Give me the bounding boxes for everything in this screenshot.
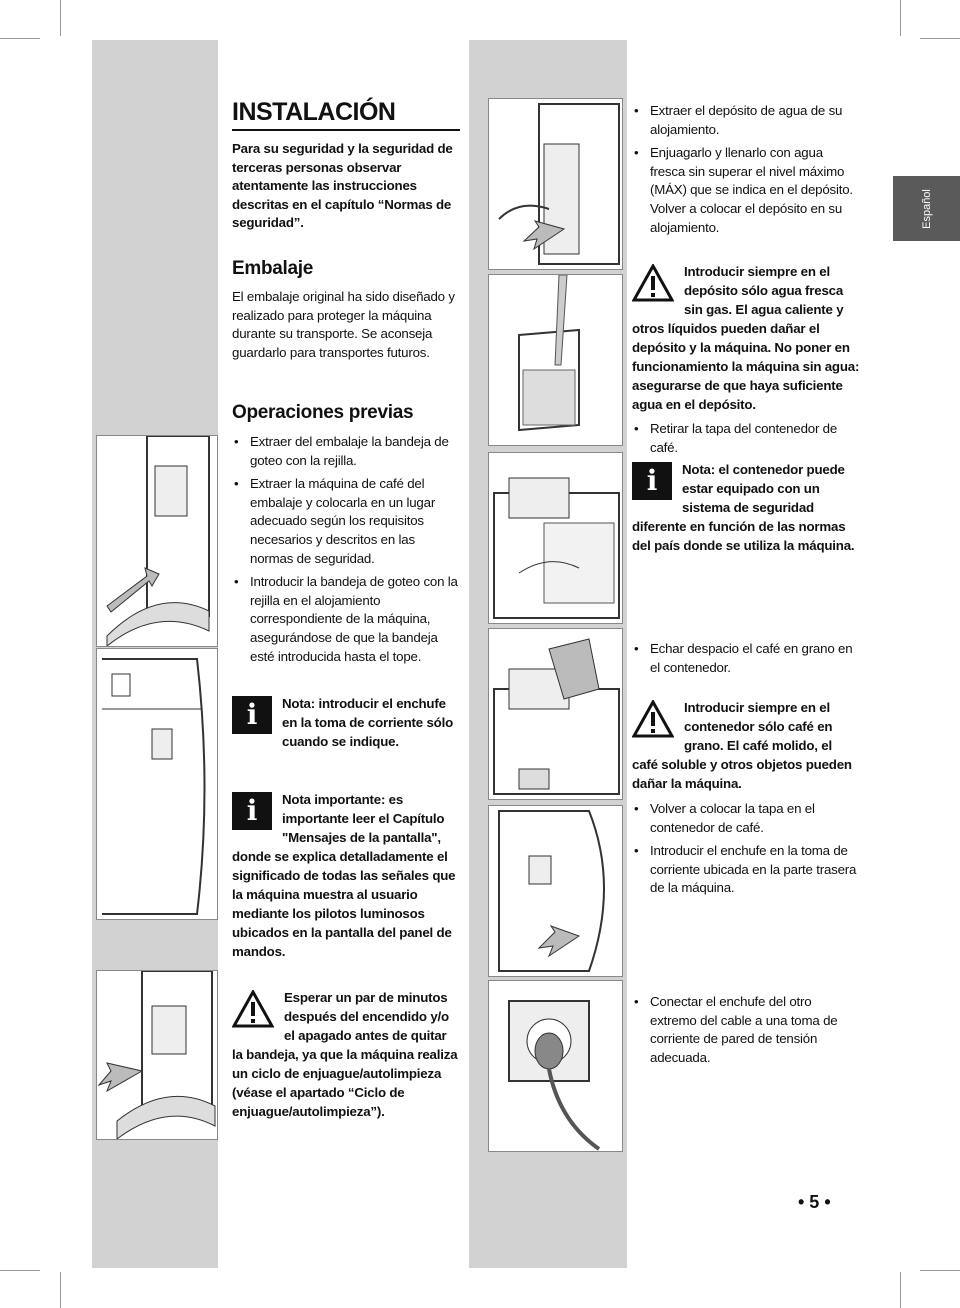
list-item: • Extraer la máquina de café del embalaje y colocarla en un lugar adecuado según los requisitos necesarios y descritos en las normas de seguridad. bbox=[232, 475, 460, 568]
page-title: INSTALACIÓN bbox=[232, 98, 460, 131]
operaciones-list bbox=[232, 433, 460, 671]
crop-mark bbox=[0, 1270, 40, 1271]
list-item: • Conectar el enchufe del otro extremo del cable a una toma de corriente de pared de tensión adecuada. bbox=[632, 993, 860, 1067]
warning-esperar bbox=[232, 988, 460, 1121]
warning-icon bbox=[232, 990, 274, 1028]
list-item: • Enjuagarlo y llenarlo con agua fresca sin superar el nivel máximo (MÁX) que se indica en el depósito. Volver a colocar el depósito en su alojamiento. bbox=[632, 144, 860, 237]
list-item: • Echar despacio el café en grano en el contenedor. bbox=[632, 640, 860, 677]
crop-mark bbox=[900, 1272, 901, 1308]
list-item: • Extraer del embalaje la bandeja de goteo con la rejilla. bbox=[232, 433, 460, 470]
warning-cafe bbox=[632, 698, 860, 793]
warning-esperar-text: Esperar un par de minutos después del encendido y/o el apagado antes de quitar la bandeja, ya que la máquina realiza un ciclo de enjuague/autolimpieza (véase el apartado “Ciclo de enjuague/autolimpieza”). bbox=[232, 990, 458, 1119]
note-importante bbox=[232, 790, 460, 961]
note-enchufe-text: Nota: introducir el enchufe en la toma de corriente sólo cuando se indique. bbox=[282, 696, 453, 749]
list-item: • Retirar la tapa del contenedor de café. bbox=[632, 420, 860, 457]
embalaje-text: El embalaje original ha sido diseñado y realizado para proteger la máquina durante su transporte. Se aconseja guardarlo para transportes futuros. bbox=[232, 289, 455, 360]
page-number: • 5 • bbox=[798, 1192, 831, 1212]
section-heading-embalaje: Embalaje bbox=[232, 258, 314, 279]
warning-icon bbox=[632, 700, 674, 738]
illustration-water-tank-fill bbox=[488, 274, 623, 446]
list-item: • Volver a colocar la tapa en el contenedor de café. bbox=[632, 800, 860, 837]
note-seguridad bbox=[632, 460, 860, 555]
cafe-list bbox=[632, 640, 860, 682]
pared-list bbox=[632, 993, 860, 1072]
enchufe-list bbox=[632, 800, 860, 903]
warning-agua-text: Introducir siempre en el depósito sólo agua fresca sin gas. El agua caliente y otros líquidos pueden dañar el depósito y la máquina. No poner en funcionamiento la máquina sin agua: asegurarse de que haya suficiente agua en el depósito. bbox=[632, 264, 860, 412]
section-heading-operaciones: Operaciones previas bbox=[232, 402, 414, 423]
illustration-machine-side bbox=[96, 648, 218, 920]
note-importante-text: Nota importante: es importante leer el Capítulo "Mensajes de la pantalla", donde se explica detalladamente el significado de todas las señales que la máquina muestra al usuario mediante los pilotos luminosos ubicados en la pantalla del panel de mandos. bbox=[232, 792, 456, 959]
list-item: • Introducir la bandeja de goteo con la rejilla en el alojamiento correspondiente de la máquina, asegurándose de que la bandeja esté introducida hasta el tope. bbox=[232, 573, 460, 666]
crop-mark bbox=[900, 0, 901, 36]
deposito-list bbox=[632, 102, 860, 242]
illustration-wall-socket bbox=[488, 980, 623, 1152]
illustration-coffee-beans-pour bbox=[488, 628, 623, 800]
info-icon: i bbox=[232, 696, 272, 734]
illustration-coffee-lid-remove bbox=[488, 452, 623, 624]
info-icon: i bbox=[232, 792, 272, 830]
crop-mark bbox=[920, 38, 960, 39]
tapa-list bbox=[632, 420, 860, 462]
crop-mark bbox=[0, 38, 40, 39]
info-icon: i bbox=[632, 462, 672, 500]
warning-agua bbox=[632, 262, 860, 414]
crop-mark bbox=[60, 1272, 61, 1308]
list-item: • Extraer el depósito de agua de su alojamiento. bbox=[632, 102, 860, 139]
list-item: • Introducir el enchufe en la toma de corriente ubicada en la parte trasera de la máquina. bbox=[632, 842, 860, 898]
intro-text: Para su seguridad y la seguridad de terceras personas observar atentamente las instrucciones descritas en el capítulo “Normas de seguridad”. bbox=[232, 141, 453, 231]
warning-icon bbox=[632, 264, 674, 302]
crop-mark bbox=[920, 1270, 960, 1271]
illustration-drip-tray-insert bbox=[96, 435, 218, 647]
illustration-water-tank-remove bbox=[488, 98, 623, 270]
note-seguridad-text: Nota: el contenedor puede estar equipado con un sistema de seguridad diferente en función de las normas del país donde se utiliza la máquina. bbox=[632, 462, 855, 553]
crop-mark bbox=[60, 0, 61, 36]
language-tab: Español bbox=[893, 176, 960, 241]
illustration-plug-machine bbox=[488, 805, 623, 977]
note-enchufe bbox=[232, 694, 460, 751]
warning-cafe-text: Introducir siempre en el contenedor sólo café en grano. El café molido, el café soluble y otros objetos pueden dañar la máquina. bbox=[632, 700, 852, 791]
illustration-drip-tray-remove bbox=[96, 970, 218, 1140]
